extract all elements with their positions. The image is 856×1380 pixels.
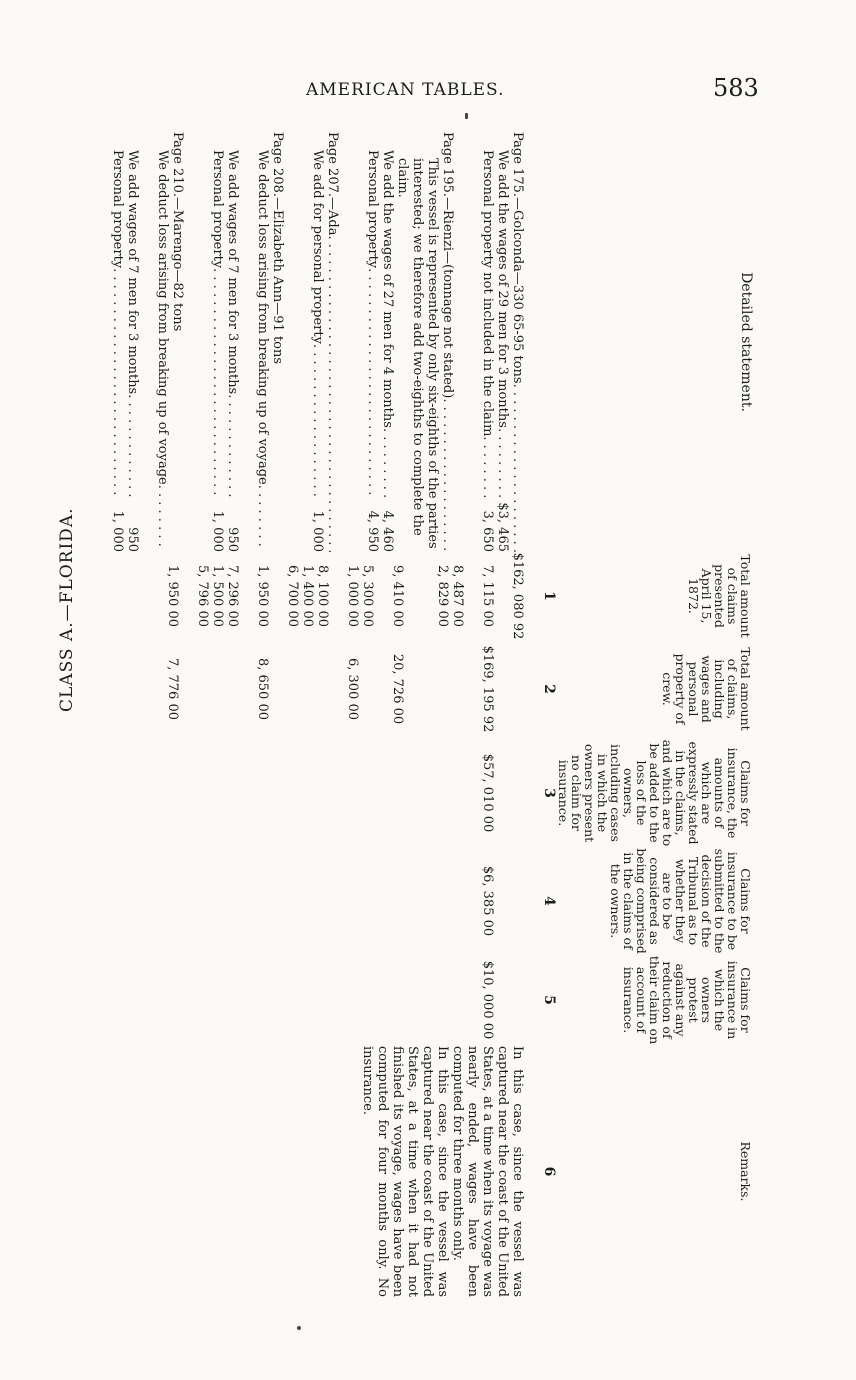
elizabeth-wages-amount: 950	[225, 527, 240, 552]
header-remarks: Remarks.	[738, 1141, 753, 1202]
rotated-table-page	[90, 132, 752, 1297]
golconda-c5: $10, 000 00	[480, 960, 495, 1040]
rienzi-wages: We add the wages of 27 men for 4 months	[380, 150, 395, 428]
entry-golconda	[480, 132, 525, 552]
golconda-wages-amount: $3, 465	[495, 502, 510, 552]
entry-elizabeth-ann	[210, 132, 285, 552]
col-number-2: 2	[541, 684, 557, 694]
marengo-personal: Personal property	[110, 150, 125, 269]
rienzi-c1b: 2, 829 00	[435, 564, 450, 628]
ada-personal: We add for personal property	[310, 150, 325, 344]
golconda-wages: We add the wages of 29 men for 3 months	[495, 150, 510, 428]
elizabeth-deduct: We deduct loss arising from breaking up of voyage	[255, 150, 270, 485]
golconda-c2: $169, 195 92	[480, 645, 495, 733]
entry-rienzi	[365, 132, 455, 552]
col5-cell	[90, 954, 525, 1046]
elizabeth-c1a: 8, 100 00	[315, 564, 330, 628]
stray-ink-mark	[465, 113, 468, 119]
col3-cell	[90, 738, 525, 848]
ada-c1b: 1, 000 00	[345, 564, 360, 628]
claims-table	[90, 132, 752, 1297]
header-detailed-statement: Detailed statement.	[738, 272, 754, 412]
col4-cell	[90, 848, 525, 954]
elizabeth-c1b: 1, 400 00	[300, 564, 315, 628]
elizabeth-personal-amount: 1, 000	[210, 510, 225, 552]
marengo-deduct: We deduct loss arising from breaking up of voyage	[155, 150, 170, 485]
header-col1: Total amount of claims presented April 15, 1872.	[686, 554, 753, 638]
col-number-6: 6	[541, 1166, 557, 1177]
rienzi-c2: 20, 726 00	[390, 653, 405, 725]
marengo-title: Page 210.—Marengo—82 tons	[170, 132, 185, 332]
rienzi-remarks: In this case, since the vessel was captured near the coast of the United States, at a time when it had not finished its voyage, wages have been computed for four months only. No insurance.	[360, 1046, 450, 1297]
rienzi-c1c: 9, 410 00	[390, 564, 405, 628]
rienzi-personal: Personal property	[365, 150, 380, 269]
rienzi-personal-amount: 4, 950	[365, 510, 380, 552]
ada-title: Page 207.—Ada	[325, 132, 340, 236]
rienzi-wages-amount: 4, 460	[380, 510, 395, 552]
marengo-wages-amount: 950	[125, 527, 140, 552]
marengo-c1b: 1, 500 00	[210, 564, 225, 628]
col2-cell	[90, 640, 525, 738]
class-title: CLASS A.—FLORIDA.	[57, 507, 77, 712]
rienzi-c1a: 8, 487 00	[450, 564, 465, 628]
detailed-statement-cell	[90, 132, 525, 552]
marengo-wages: We add wages of 7 men for 3 months	[125, 150, 140, 395]
col-number-5: 5	[541, 995, 557, 1005]
elizabeth-title: Page 208.—Elizabeth Ann—91 tons	[270, 132, 285, 365]
elizabeth-wages: We add wages of 7 men for 3 months	[225, 150, 240, 395]
header-col2: Total amount of claims, including wages and personal property of crew.	[660, 647, 753, 731]
col1-cell	[90, 552, 525, 640]
marengo-personal-amount: 1, 000	[110, 510, 125, 552]
golconda-title: Page 175.—Golconda—330 65-95 tons	[510, 132, 525, 384]
marengo-c1a: 7, 296 00	[225, 564, 240, 628]
marengo-c1c: 5, 796 00	[195, 564, 210, 628]
col-number-3: 3	[541, 788, 557, 798]
ada-personal-amount: 1, 000	[310, 510, 325, 552]
golconda-c4: $6, 385 00	[480, 865, 495, 937]
golconda-remarks: In this case, since the vessel was captured near the coast of the United States, at a time when its voyage was nearly ended, wages have been computed for three months only.	[450, 1046, 525, 1297]
running-head: AMERICAN TABLES.	[306, 80, 505, 100]
elizabeth-personal: Personal property	[210, 150, 225, 269]
stray-ink-mark	[297, 1326, 301, 1330]
header-col3: Claims for insurance, the amounts of which are expressly stated in the claims, and which are to be added to the loss of the owners, including cases in which the owners present no claim for insurance.	[556, 739, 753, 847]
golconda-c1a: $162, 080 92	[510, 552, 525, 640]
col-number-blank	[525, 132, 557, 552]
marengo-c2: 7, 776 00	[165, 657, 180, 721]
golconda-personal: Personal property not included in the claim	[480, 150, 495, 437]
col-number-1: 1	[541, 591, 557, 601]
ada-c1a: 5, 300 00	[360, 564, 375, 628]
entry-marengo	[110, 132, 185, 552]
rienzi-note: This vessel is represented by only six-eighths of the parties interested; we therefore add two-eighths to complete the claim.	[395, 158, 440, 549]
elizabeth-c2: 8, 650 00	[255, 657, 270, 721]
elizabeth-c1d: 1, 950 00	[255, 564, 270, 628]
golconda-personal-amount: 3, 650	[480, 510, 495, 552]
elizabeth-c1c: 6, 700 00	[285, 564, 300, 628]
header-col5: Claims for insurance in which the owners protest against any reduction of their claim on account of insurance.	[621, 955, 753, 1045]
rienzi-title: Page 195.—Rienzi—(tonnage not stated)	[440, 132, 455, 399]
golconda-c3: $57, 010 00	[480, 753, 495, 833]
ada-c2: 6, 300 00	[345, 657, 360, 721]
page-number: 583	[713, 74, 759, 102]
entry-ada	[310, 132, 340, 552]
header-col4: Claims for insurance to be submitted to the decision of the Tribunal as to whether they are to be considered as being comprised in the claims of the owners.	[608, 848, 753, 954]
col-number-4: 4	[541, 896, 557, 906]
golconda-c1b: 7, 115 00	[480, 564, 495, 628]
remarks-cell	[90, 1046, 525, 1297]
marengo-c1d: 1, 950 00	[165, 564, 180, 628]
